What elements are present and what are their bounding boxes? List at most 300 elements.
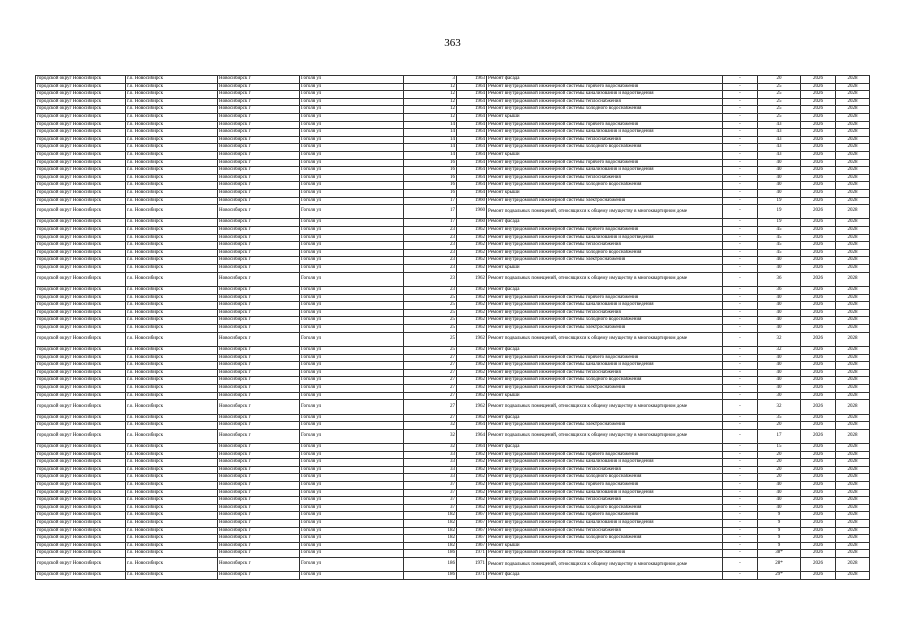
cell-street: Гоголя ул bbox=[300, 535, 404, 543]
cell-dash: - bbox=[723, 384, 758, 392]
cell-dash: - bbox=[723, 466, 758, 474]
cell-start: 2026 bbox=[801, 558, 836, 572]
table-row bbox=[36, 369, 870, 377]
cell-municipality: городской округ Новосибирск bbox=[36, 309, 126, 317]
cell-house: 27 bbox=[404, 384, 457, 392]
cell-year: 1964 bbox=[457, 121, 487, 129]
cell-street: Гоголя ул bbox=[300, 444, 404, 452]
cell-cost: 40 bbox=[758, 265, 801, 273]
cell-year: 1962 bbox=[457, 272, 487, 286]
table-row bbox=[36, 121, 870, 129]
cell-work: Ремонт внутридомовой инженерной системы холодного водоснабжения bbox=[487, 504, 723, 512]
cell-work: Ремонт внутридомовой инженерной системы горячего водоснабжения bbox=[487, 482, 723, 490]
cell-end: 2028 bbox=[836, 451, 870, 459]
cell-dash: - bbox=[723, 294, 758, 302]
cell-locality: г.о. Новосибирск bbox=[126, 98, 218, 106]
cell-dash: - bbox=[723, 189, 758, 197]
cell-locality: г.о. Новосибирск bbox=[126, 205, 218, 219]
cell-house: 17 bbox=[404, 205, 457, 219]
cell-year: 1967 bbox=[457, 512, 487, 520]
cell-city: Новосибирск г bbox=[218, 354, 300, 362]
cell-year: 1971 bbox=[457, 550, 487, 558]
cell-year: 1967 bbox=[457, 527, 487, 535]
cell-city: Новосибирск г bbox=[218, 377, 300, 385]
cell-start: 2026 bbox=[801, 205, 836, 219]
cell-cost: 9 bbox=[758, 520, 801, 528]
cell-start: 2026 bbox=[801, 325, 836, 333]
table-row bbox=[36, 392, 870, 400]
cell-cost: 19 bbox=[758, 197, 801, 205]
cell-locality: г.о. Новосибирск bbox=[126, 167, 218, 175]
cell-city: Новосибирск г bbox=[218, 287, 300, 295]
cell-house: 23 bbox=[404, 265, 457, 273]
cell-year: 1962 bbox=[457, 459, 487, 467]
cell-house: 14 bbox=[404, 129, 457, 137]
cell-end: 2028 bbox=[836, 550, 870, 558]
cell-year: 1962 bbox=[457, 400, 487, 414]
table-row bbox=[36, 325, 870, 333]
cell-city: Новосибирск г bbox=[218, 91, 300, 99]
cell-locality: г.о. Новосибирск bbox=[126, 542, 218, 550]
cell-work: Ремонт внутридомовой инженерной системы электроснабжения bbox=[487, 257, 723, 265]
cell-start: 2026 bbox=[801, 482, 836, 490]
cell-dash: - bbox=[723, 325, 758, 333]
cell-start: 2026 bbox=[801, 384, 836, 392]
cell-work: Ремонт фасада bbox=[487, 414, 723, 422]
cell-year: 1962 bbox=[457, 332, 487, 346]
cell-end: 2028 bbox=[836, 294, 870, 302]
cell-end: 2028 bbox=[836, 474, 870, 482]
cell-house: 186 bbox=[404, 558, 457, 572]
cell-city: Новосибирск г bbox=[218, 136, 300, 144]
cell-year: 1964 bbox=[457, 91, 487, 99]
cell-dash: - bbox=[723, 429, 758, 443]
cell-dash: - bbox=[723, 422, 758, 430]
cell-street: Гоголя ул bbox=[300, 113, 404, 121]
cell-year: 1962 bbox=[457, 287, 487, 295]
cell-city: Новосибирск г bbox=[218, 151, 300, 159]
cell-cost: 40 bbox=[758, 317, 801, 325]
cell-end: 2028 bbox=[836, 482, 870, 490]
cell-end: 2028 bbox=[836, 497, 870, 505]
cell-end: 2028 bbox=[836, 151, 870, 159]
cell-year: 1962 bbox=[457, 384, 487, 392]
cell-street: Гоголя ул bbox=[300, 474, 404, 482]
table-row bbox=[36, 444, 870, 452]
cell-year: 1964 bbox=[457, 144, 487, 152]
cell-cost: 40 bbox=[758, 294, 801, 302]
table-row bbox=[36, 159, 870, 167]
cell-locality: г.о. Новосибирск bbox=[126, 550, 218, 558]
cell-street: Гоголя ул bbox=[300, 151, 404, 159]
cell-year: 1967 bbox=[457, 535, 487, 543]
table-row bbox=[36, 572, 870, 580]
cell-municipality: городской округ Новосибирск bbox=[36, 459, 126, 467]
cell-work: Ремонт внутридомовой инженерной системы электроснабжения bbox=[487, 422, 723, 430]
cell-city: Новосибирск г bbox=[218, 362, 300, 370]
cell-dash: - bbox=[723, 451, 758, 459]
cell-work: Ремонт внутридомовой инженерной системы холодного водоснабжения bbox=[487, 317, 723, 325]
cell-end: 2028 bbox=[836, 113, 870, 121]
cell-year: 1962 bbox=[457, 362, 487, 370]
cell-city: Новосибирск г bbox=[218, 332, 300, 346]
cell-end: 2028 bbox=[836, 265, 870, 273]
cell-locality: г.о. Новосибирск bbox=[126, 257, 218, 265]
cell-city: Новосибирск г bbox=[218, 159, 300, 167]
cell-city: Новосибирск г bbox=[218, 317, 300, 325]
table-row bbox=[36, 174, 870, 182]
cell-municipality: городской округ Новосибирск bbox=[36, 197, 126, 205]
cell-house: 16 bbox=[404, 174, 457, 182]
cell-end: 2028 bbox=[836, 189, 870, 197]
cell-end: 2028 bbox=[836, 466, 870, 474]
cell-work: Ремонт внутридомовой инженерной системы горячего водоснабжения bbox=[487, 512, 723, 520]
cell-municipality: городской округ Новосибирск bbox=[36, 174, 126, 182]
cell-locality: г.о. Новосибирск bbox=[126, 197, 218, 205]
cell-city: Новосибирск г bbox=[218, 422, 300, 430]
cell-locality: г.о. Новосибирск bbox=[126, 309, 218, 317]
cell-start: 2026 bbox=[801, 151, 836, 159]
cell-end: 2028 bbox=[836, 182, 870, 190]
cell-end: 2028 bbox=[836, 167, 870, 175]
cell-work: Ремонт внутридомовой инженерной системы канализования и водоотведения bbox=[487, 520, 723, 528]
cell-house: 23 bbox=[404, 242, 457, 250]
cell-cost: 32 bbox=[758, 346, 801, 354]
cell-city: Новосибирск г bbox=[218, 550, 300, 558]
cell-street: Гоголя ул bbox=[300, 377, 404, 385]
cell-work: Ремонт внутридомовой инженерной системы канализования и водоотведения bbox=[487, 362, 723, 370]
cell-work: Ремонт подвальных помещений, относящихся к общему имуществу в многоквартирном доме bbox=[487, 205, 723, 219]
cell-year: 1962 bbox=[457, 466, 487, 474]
cell-dash: - bbox=[723, 249, 758, 257]
cell-cost: 40 bbox=[758, 167, 801, 175]
cell-end: 2028 bbox=[836, 287, 870, 295]
cell-dash: - bbox=[723, 392, 758, 400]
cell-locality: г.о. Новосибирск bbox=[126, 429, 218, 443]
cell-start: 2026 bbox=[801, 257, 836, 265]
table-row bbox=[36, 489, 870, 497]
cell-year: 1962 bbox=[457, 451, 487, 459]
cell-city: Новосибирск г bbox=[218, 205, 300, 219]
cell-municipality: городской округ Новосибирск bbox=[36, 257, 126, 265]
cell-cost: 45 bbox=[758, 242, 801, 250]
cell-house: 14 bbox=[404, 151, 457, 159]
cell-city: Новосибирск г bbox=[218, 489, 300, 497]
cell-city: Новосибирск г bbox=[218, 219, 300, 227]
cell-start: 2026 bbox=[801, 422, 836, 430]
table-row bbox=[36, 129, 870, 137]
cell-start: 2026 bbox=[801, 474, 836, 482]
cell-street: Гоголя ул bbox=[300, 234, 404, 242]
cell-city: Новосибирск г bbox=[218, 167, 300, 175]
cell-municipality: городской округ Новосибирск bbox=[36, 144, 126, 152]
table-row bbox=[36, 151, 870, 159]
cell-end: 2028 bbox=[836, 489, 870, 497]
table-row bbox=[36, 558, 870, 572]
table-row bbox=[36, 542, 870, 550]
cell-house: 25 bbox=[404, 302, 457, 310]
cell-locality: г.о. Новосибирск bbox=[126, 459, 218, 467]
cell-house: 12 bbox=[404, 91, 457, 99]
cell-start: 2026 bbox=[801, 265, 836, 273]
cell-year: 1962 bbox=[457, 242, 487, 250]
cell-street: Гоголя ул bbox=[300, 136, 404, 144]
cell-end: 2028 bbox=[836, 392, 870, 400]
cell-start: 2026 bbox=[801, 234, 836, 242]
cell-cost: 20 bbox=[758, 474, 801, 482]
cell-year: 1962 bbox=[457, 249, 487, 257]
cell-locality: г.о. Новосибирск bbox=[126, 572, 218, 580]
cell-start: 2026 bbox=[801, 174, 836, 182]
cell-street: Гоголя ул bbox=[300, 227, 404, 235]
cell-work: Ремонт крыши bbox=[487, 542, 723, 550]
cell-cost: 9 bbox=[758, 535, 801, 543]
cell-work: Ремонт внутридомовой инженерной системы теплоснабжения bbox=[487, 369, 723, 377]
cell-house: 27 bbox=[404, 362, 457, 370]
table-row bbox=[36, 205, 870, 219]
cell-city: Новосибирск г bbox=[218, 558, 300, 572]
cell-end: 2028 bbox=[836, 76, 870, 84]
cell-municipality: городской округ Новосибирск bbox=[36, 234, 126, 242]
cell-cost: 36 bbox=[758, 287, 801, 295]
cell-dash: - bbox=[723, 219, 758, 227]
cell-municipality: городской округ Новосибирск bbox=[36, 572, 126, 580]
cell-cost: 40 bbox=[758, 362, 801, 370]
cell-locality: г.о. Новосибирск bbox=[126, 527, 218, 535]
cell-locality: г.о. Новосибирск bbox=[126, 144, 218, 152]
cell-year: 1962 bbox=[457, 257, 487, 265]
cell-municipality: городской округ Новосибирск bbox=[36, 317, 126, 325]
table-row bbox=[36, 550, 870, 558]
cell-work: Ремонт внутридомовой инженерной системы холодного водоснабжения bbox=[487, 106, 723, 114]
cell-street: Гоголя ул bbox=[300, 287, 404, 295]
table-row bbox=[36, 76, 870, 84]
cell-dash: - bbox=[723, 205, 758, 219]
cell-work: Ремонт внутридомовой инженерной системы канализования и водоотведения bbox=[487, 234, 723, 242]
cell-cost: 9 bbox=[758, 527, 801, 535]
table-row bbox=[36, 429, 870, 443]
cell-year: 1962 bbox=[457, 227, 487, 235]
cell-municipality: городской округ Новосибирск bbox=[36, 474, 126, 482]
cell-city: Новосибирск г bbox=[218, 474, 300, 482]
cell-dash: - bbox=[723, 174, 758, 182]
cell-year: 1962 bbox=[457, 234, 487, 242]
cell-cost: 30 bbox=[758, 392, 801, 400]
cell-work: Ремонт внутридомовой инженерной системы холодного водоснабжения bbox=[487, 474, 723, 482]
table-row bbox=[36, 459, 870, 467]
cell-start: 2026 bbox=[801, 83, 836, 91]
cell-municipality: городской округ Новосибирск bbox=[36, 489, 126, 497]
cell-end: 2028 bbox=[836, 144, 870, 152]
cell-street: Гоголя ул bbox=[300, 527, 404, 535]
table-row bbox=[36, 535, 870, 543]
cell-street: Гоголя ул bbox=[300, 189, 404, 197]
cell-year: 1960 bbox=[457, 197, 487, 205]
cell-locality: г.о. Новосибирск bbox=[126, 384, 218, 392]
cell-street: Гоголя ул bbox=[300, 362, 404, 370]
cell-dash: - bbox=[723, 512, 758, 520]
cell-cost: 40 bbox=[758, 497, 801, 505]
cell-municipality: городской округ Новосибирск bbox=[36, 159, 126, 167]
cell-municipality: городской округ Новосибирск bbox=[36, 497, 126, 505]
cell-municipality: городской округ Новосибирск bbox=[36, 205, 126, 219]
cell-street: Гоголя ул bbox=[300, 325, 404, 333]
cell-work: Ремонт внутридомовой инженерной системы канализования и водоотведения bbox=[487, 167, 723, 175]
cell-work: Ремонт внутридомовой инженерной системы теплоснабжения bbox=[487, 309, 723, 317]
cell-cost: 45 bbox=[758, 249, 801, 257]
cell-city: Новосибирск г bbox=[218, 121, 300, 129]
cell-year: 1962 bbox=[457, 302, 487, 310]
cell-house: 14 bbox=[404, 144, 457, 152]
cell-end: 2028 bbox=[836, 444, 870, 452]
cell-house: 16 bbox=[404, 189, 457, 197]
cell-city: Новосибирск г bbox=[218, 527, 300, 535]
cell-city: Новосибирск г bbox=[218, 451, 300, 459]
cell-municipality: городской округ Новосибирск bbox=[36, 219, 126, 227]
cell-work: Ремонт внутридомовой инженерной системы теплоснабжения bbox=[487, 136, 723, 144]
table-row bbox=[36, 106, 870, 114]
cell-end: 2028 bbox=[836, 257, 870, 265]
cell-locality: г.о. Новосибирск bbox=[126, 482, 218, 490]
cell-cost: 40 bbox=[758, 325, 801, 333]
table-row bbox=[36, 474, 870, 482]
cell-year: 1960 bbox=[457, 219, 487, 227]
cell-year: 1964 bbox=[457, 83, 487, 91]
cell-house: 37 bbox=[404, 482, 457, 490]
cell-locality: г.о. Новосибирск bbox=[126, 332, 218, 346]
cell-work: Ремонт внутридомовой инженерной системы горячего водоснабжения bbox=[487, 354, 723, 362]
cell-street: Гоголя ул bbox=[300, 400, 404, 414]
cell-end: 2028 bbox=[836, 159, 870, 167]
cell-house: 17 bbox=[404, 197, 457, 205]
cell-year: 1971 bbox=[457, 572, 487, 580]
cell-street: Гоголя ул bbox=[300, 497, 404, 505]
cell-work: Ремонт внутридомовой инженерной системы горячего водоснабжения bbox=[487, 294, 723, 302]
cell-start: 2026 bbox=[801, 429, 836, 443]
table-row bbox=[36, 242, 870, 250]
cell-cost: 25 bbox=[758, 106, 801, 114]
cell-locality: г.о. Новосибирск bbox=[126, 136, 218, 144]
cell-cost: 40 bbox=[758, 182, 801, 190]
table-row bbox=[36, 346, 870, 354]
cell-work: Ремонт фасада bbox=[487, 76, 723, 84]
cell-city: Новосибирск г bbox=[218, 392, 300, 400]
cell-city: Новосибирск г bbox=[218, 482, 300, 490]
cell-year: 1971 bbox=[457, 558, 487, 572]
cell-municipality: городской округ Новосибирск bbox=[36, 91, 126, 99]
cell-work: Ремонт крыши bbox=[487, 265, 723, 273]
cell-end: 2028 bbox=[836, 384, 870, 392]
cell-start: 2026 bbox=[801, 136, 836, 144]
cell-city: Новосибирск г bbox=[218, 429, 300, 443]
cell-locality: г.о. Новосибирск bbox=[126, 400, 218, 414]
cell-start: 2026 bbox=[801, 542, 836, 550]
cell-locality: г.о. Новосибирск bbox=[126, 159, 218, 167]
cell-year: 1962 bbox=[457, 265, 487, 273]
cell-house: 33 bbox=[404, 451, 457, 459]
table-row bbox=[36, 234, 870, 242]
cell-year: 1964 bbox=[457, 429, 487, 443]
cell-street: Гоголя ул bbox=[300, 91, 404, 99]
cell-locality: г.о. Новосибирск bbox=[126, 558, 218, 572]
cell-municipality: городской округ Новосибирск bbox=[36, 429, 126, 443]
cell-cost: 35 bbox=[758, 414, 801, 422]
cell-street: Гоголя ул bbox=[300, 129, 404, 137]
cell-dash: - bbox=[723, 159, 758, 167]
cell-dash: - bbox=[723, 317, 758, 325]
cell-locality: г.о. Новосибирск bbox=[126, 121, 218, 129]
cell-house: 27 bbox=[404, 400, 457, 414]
cell-start: 2026 bbox=[801, 197, 836, 205]
cell-year: 1962 bbox=[457, 497, 487, 505]
cell-cost: 19 bbox=[758, 219, 801, 227]
cell-cost: 43 bbox=[758, 129, 801, 137]
table-row bbox=[36, 422, 870, 430]
cell-street: Гоголя ул bbox=[300, 429, 404, 443]
cell-street: Гоголя ул bbox=[300, 466, 404, 474]
cell-start: 2026 bbox=[801, 527, 836, 535]
cell-dash: - bbox=[723, 197, 758, 205]
cell-house: 27 bbox=[404, 414, 457, 422]
cell-municipality: городской округ Новосибирск bbox=[36, 302, 126, 310]
cell-city: Новосибирск г bbox=[218, 512, 300, 520]
cell-cost: 45 bbox=[758, 227, 801, 235]
table-row bbox=[36, 197, 870, 205]
cell-municipality: городской округ Новосибирск bbox=[36, 392, 126, 400]
cell-cost: 43 bbox=[758, 136, 801, 144]
cell-locality: г.о. Новосибирск bbox=[126, 354, 218, 362]
cell-end: 2028 bbox=[836, 422, 870, 430]
cell-cost: 40 bbox=[758, 384, 801, 392]
cell-start: 2026 bbox=[801, 466, 836, 474]
cell-work: Ремонт внутридомовой инженерной системы горячего водоснабжения bbox=[487, 121, 723, 129]
cell-municipality: городской округ Новосибирск bbox=[36, 129, 126, 137]
cell-end: 2028 bbox=[836, 400, 870, 414]
cell-street: Гоголя ул bbox=[300, 384, 404, 392]
cell-dash: - bbox=[723, 414, 758, 422]
cell-end: 2028 bbox=[836, 354, 870, 362]
table-row bbox=[36, 265, 870, 273]
cell-municipality: городской округ Новосибирск bbox=[36, 151, 126, 159]
cell-cost: 40 bbox=[758, 174, 801, 182]
cell-municipality: городской округ Новосибирск bbox=[36, 535, 126, 543]
table-row bbox=[36, 497, 870, 505]
cell-locality: г.о. Новосибирск bbox=[126, 272, 218, 286]
cell-municipality: городской округ Новосибирск bbox=[36, 167, 126, 175]
cell-year: 1964 bbox=[457, 113, 487, 121]
cell-cost: 17 bbox=[758, 429, 801, 443]
cell-municipality: городской округ Новосибирск bbox=[36, 332, 126, 346]
cell-dash: - bbox=[723, 520, 758, 528]
cell-work: Ремонт подвальных помещений, относящихся к общему имуществу в многоквартирном доме bbox=[487, 332, 723, 346]
cell-city: Новосибирск г bbox=[218, 294, 300, 302]
cell-house: 186 bbox=[404, 572, 457, 580]
cell-street: Гоголя ул bbox=[300, 257, 404, 265]
cell-year: 1964 bbox=[457, 174, 487, 182]
cell-start: 2026 bbox=[801, 497, 836, 505]
cell-year: 1962 bbox=[457, 317, 487, 325]
cell-municipality: городской округ Новосибирск bbox=[36, 384, 126, 392]
table-row bbox=[36, 414, 870, 422]
cell-city: Новосибирск г bbox=[218, 189, 300, 197]
cell-city: Новосибирск г bbox=[218, 346, 300, 354]
cell-cost: 40 bbox=[758, 489, 801, 497]
cell-dash: - bbox=[723, 558, 758, 572]
cell-city: Новосибирск г bbox=[218, 459, 300, 467]
cell-start: 2026 bbox=[801, 504, 836, 512]
cell-end: 2028 bbox=[836, 512, 870, 520]
cell-municipality: городской округ Новосибирск bbox=[36, 422, 126, 430]
